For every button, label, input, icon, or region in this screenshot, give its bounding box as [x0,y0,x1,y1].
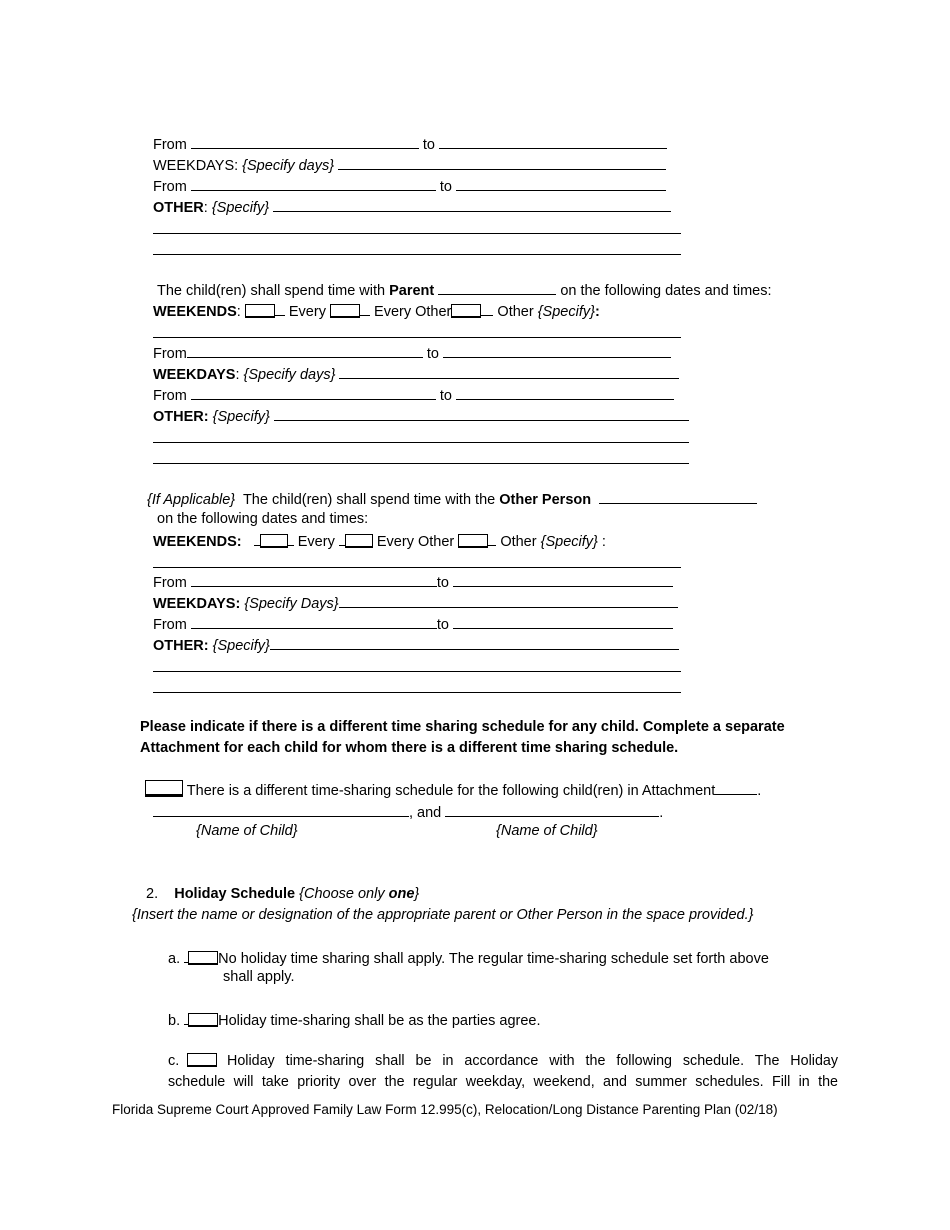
from-line-parent-2 [153,385,674,406]
other-checkbox[interactable] [458,534,488,548]
specify-days-hint: {Specify Days} [244,596,339,612]
specify-hint: {Specify} [212,409,270,425]
specify-hint: {Specify} [212,638,270,654]
parent-intro [157,280,772,301]
to-date-field[interactable] [453,614,673,629]
every-label: Every [297,534,335,550]
different-schedule-checkbox[interactable] [145,780,183,797]
from-line-parent [153,343,671,364]
other-label: OTHER: [153,409,209,425]
specify-days-hint: {Specify days} [242,158,335,174]
blank-line[interactable] [153,442,689,443]
intro-text-end: on the following dates and times: [157,511,369,527]
weekdays-line-other [153,593,678,614]
parent-label: Parent [389,283,435,299]
blank-line[interactable] [153,671,681,672]
weekdays-field[interactable] [339,364,679,379]
other-field[interactable] [273,197,671,212]
option-c-text: Holiday time-sharing shall be in accordance with the following schedule. The Holiday [227,1053,838,1069]
to-date-field[interactable] [453,572,673,587]
instruction-text: {Insert the name or designation of the appropriate parent or Other Person in the space provided.} [132,907,754,923]
option-a-checkbox[interactable] [188,951,218,965]
form-footer: Florida Supreme Court Approved Family Law Form 12.995(c), Relocation/Long Distance Parenting Plan (02/18) [112,1102,778,1117]
from-line-1 [153,134,667,155]
choose-hint: {Choose only [299,886,389,902]
other-line-1: OTHER: {Specify} [153,197,671,218]
blank-line[interactable] [153,254,681,255]
from-label: From [153,388,187,404]
weekdays-field[interactable] [339,593,678,608]
weekdays-line-1 [153,155,666,176]
other-label: Other [500,534,537,550]
section-number: 2. [146,886,159,902]
from-date-field[interactable] [191,385,436,400]
holiday-instruction [132,906,753,925]
to-label: to [422,137,435,153]
weekends-line-parent: WEEKENDS: Every Every Other Other {Specify}: [153,301,600,322]
blank-line[interactable] [153,567,681,568]
to-date-field[interactable] [439,134,667,149]
intro-text-end: on the following dates and times: [560,283,772,299]
from-date-field[interactable] [191,614,437,629]
every-checkbox[interactable] [245,304,275,318]
parent-name-field[interactable] [438,280,556,295]
to-label: to [436,617,449,633]
option-b-checkbox[interactable] [188,1013,218,1027]
blank-line[interactable] [153,463,689,464]
every-other-label: Every Other [376,534,455,550]
name-of-child-caption-1 [196,822,298,841]
to-label: to [426,346,439,362]
holiday-option-a [168,948,769,969]
weekends-line-other: WEEKENDS: Every Every Other Other {Specify} : [153,531,606,552]
option-a-text-cont: shall apply. [223,969,295,985]
holiday-option-c-label [168,1052,217,1071]
weekdays-label: WEEKDAYS: [153,158,239,174]
child-names-line: , and . [153,802,663,823]
from-date-field[interactable] [187,343,423,358]
weekdays-line-parent: WEEKDAYS: {Specify days} [153,364,679,385]
weekdays-field[interactable] [338,155,666,170]
to-label: to [439,388,452,404]
from-label: From [153,179,187,195]
and-text: , and [409,805,442,821]
other-field[interactable] [270,635,679,650]
other-label: Other [497,304,534,320]
weekends-label: WEEKENDS [153,304,237,320]
intro-text: The child(ren) shall spend time with the [242,492,496,508]
other-person-name-field[interactable] [599,489,757,504]
choose-hint-end: } [414,886,420,902]
option-label: c. [168,1053,180,1069]
from-line-other [153,572,673,593]
option-label: b. [168,1013,181,1029]
other-line-other [153,635,679,656]
other-person-intro [147,489,757,510]
option-b-text: Holiday time-sharing shall be as the parties agree. [218,1013,541,1029]
blank-line[interactable] [153,337,681,338]
other-line-parent [153,406,689,427]
every-other-checkbox[interactable] [330,304,360,318]
to-date-field[interactable] [456,176,666,191]
other-person-label: Other Person [499,492,592,508]
every-other-checkbox[interactable] [345,534,373,548]
child-name-field-2[interactable] [445,802,659,817]
option-c-text-cont: schedule will take priority over the regular weekday, weekend, and summer schedules. Fill in the [168,1074,838,1090]
section-title: Holiday Schedule [174,886,296,902]
from-date-field[interactable] [191,134,419,149]
from-label: From [153,575,187,591]
other-checkbox[interactable] [451,304,481,318]
different-schedule-text: There is a different time-sharing schedule for the following child(ren) in Attachment [186,783,716,799]
holiday-option-b [168,1010,541,1031]
from-label: From [153,137,187,153]
option-a-text: No holiday time sharing shall apply. The regular time-sharing schedule set forth above [218,951,769,967]
from-label: From [153,617,187,633]
holiday-heading [146,885,419,904]
other-label: OTHER: [153,638,209,654]
weekdays-label: WEEKDAYS: [153,596,241,612]
from-line-other-2 [153,614,673,635]
every-checkbox[interactable] [260,534,288,548]
option-c-checkbox[interactable] [187,1053,217,1067]
to-label: to [436,575,449,591]
specify-days-hint: {Specify days} [243,367,336,383]
name-of-child-caption-2 [496,822,598,841]
if-applicable-hint: {If Applicable} [147,492,236,508]
other-label: OTHER [153,200,204,216]
name-of-child-hint: {Name of Child} [496,823,598,839]
choose-one-emphasis: one [388,886,415,902]
to-date-field[interactable] [456,385,674,400]
specify-hint: {Specify} [537,304,595,320]
every-other-label: Every Other [374,304,452,320]
weekdays-label: WEEKDAYS [153,367,236,383]
name-of-child-hint: {Name of Child} [196,823,298,839]
from-date-field[interactable] [191,572,437,587]
from-line-2 [153,176,666,197]
other-field[interactable] [274,406,689,421]
child-name-field-1[interactable] [153,802,409,817]
notice-line-1: Please indicate if there is a different time sharing schedule for any child. Complete a separate [140,719,785,735]
every-label: Every [288,304,326,320]
weekends-label: WEEKENDS: [153,534,242,550]
blank-line[interactable] [153,233,681,234]
from-label: From [153,346,187,362]
different-schedule-line: There is a different time-sharing schedule for the following child(ren) in Attachment . [145,780,761,801]
specify-hint: {Specify} [211,200,270,216]
to-date-field[interactable] [443,343,671,358]
blank-line[interactable] [153,692,681,693]
specify-hint: {Specify} [540,534,598,550]
option-label: a. [168,951,181,967]
from-date-field[interactable] [191,176,436,191]
intro-text: The child(ren) shall spend time with [157,283,386,299]
notice-line-2: Attachment for each child for whom there is a different time sharing schedule. [140,740,679,756]
to-label: to [439,179,452,195]
attachment-number-field[interactable] [715,780,757,795]
